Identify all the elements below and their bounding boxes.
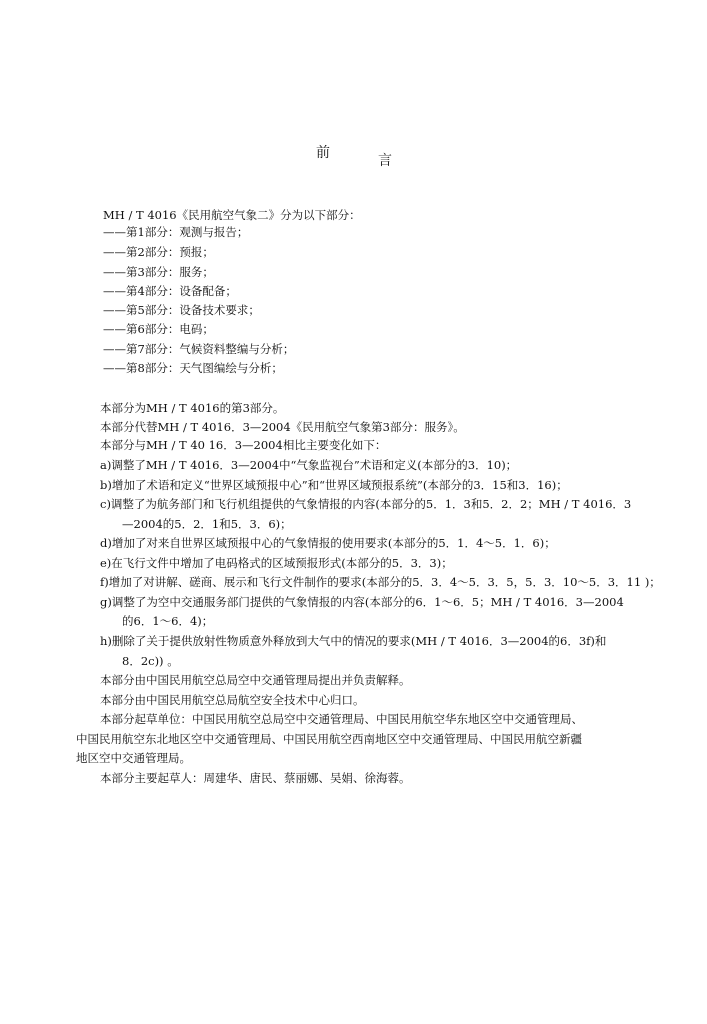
body-paragraph: 本部分由中国民用航空总局航空安全技术中心归口。	[100, 693, 365, 707]
body-paragraph: 本部分与MH / T 40 16．3—2004相比主要变化如下：	[100, 438, 387, 452]
body-paragraph: 本部分由中国民用航空总局空中交通管理局提出并负责解释。	[100, 673, 411, 687]
body-paragraph: 本部分代替MH / T 4016．3—2004《民用航空气象第3部分：服务》。	[100, 420, 465, 434]
title-char-2: 言	[378, 153, 392, 169]
body-paragraph: 本部分起草单位：中国民用航空总局空中交通管理局、中国民用航空华东地区空中交通管理局、	[100, 712, 583, 726]
change-item-cont: 的6．1～6．4)；	[122, 614, 214, 628]
part-item: ——第7部分：气候资料整编与分析；	[103, 342, 295, 356]
title-char-1: 前	[316, 145, 330, 161]
part-item: ——第6部分：电码；	[103, 322, 214, 336]
part-item: ——第2部分：预报；	[103, 245, 214, 259]
part-item: ——第1部分：观测与报告；	[103, 225, 249, 239]
body-paragraph: 本部分为MH / T 4016的第3部分。	[100, 401, 285, 415]
body-paragraph: 本部分主要起草人：周建华、唐民、蔡丽娜、吴娟、徐海蓉。	[100, 771, 411, 785]
part-item: ——第4部分：设备配备；	[103, 284, 237, 298]
part-item: ——第5部分：设备技术要求；	[103, 303, 260, 317]
change-item: f)增加了对讲解、磋商、展示和飞行文件制作的要求(本部分的5．3．4～5．3．5，5．3．10～5．3．11 )；	[100, 575, 661, 589]
part-item: ——第3部分：服务；	[103, 265, 214, 279]
change-item: g)调整了为空中交通服务部门提供的气象情报的内容(本部分的6．1～6．5；MH / T 4016．3—2004	[100, 595, 624, 609]
change-item: c)调整了为航务部门和飞行机组提供的气象情报的内容(本部分的5．1．3和5．2．2；MH / T 4016．3	[100, 497, 632, 511]
change-item: b)增加了术语和定义“世界区域预报中心”和“世界区域预报系统”(本部分的3．15和3．16)；	[100, 478, 568, 492]
change-item: a)调整了MH / T 4016．3—2004中“气象监视台”术语和定义(本部分的3．10)；	[100, 458, 518, 472]
body-paragraph-cont: 地区空中交通管理局。	[76, 751, 191, 765]
change-item: h)删除了关于提供放射性物质意外释放到大气中的情况的要求(MH / T 4016．3—2004的6．3f)和	[100, 634, 607, 648]
change-item: d)增加了对来自世界区域预报中心的气象情报的使用要求(本部分的5．1．4～5．1．6)；	[100, 536, 556, 550]
part-item: ——第8部分：天气图编绘与分析；	[103, 361, 283, 375]
body-paragraph-cont: 中国民用航空东北地区空中交通管理局、中国民用航空西南地区空中交通管理局、中国民用航空新疆	[76, 732, 582, 746]
change-item: e)在飞行文件中增加了电码格式的区域预报形式(本部分的5．3．3)；	[100, 556, 453, 570]
change-item-cont: —2004的5．2．1和5．3．6)；	[122, 517, 292, 531]
change-item-cont: 8．2c)) 。	[122, 654, 179, 668]
parts-intro: MH / T 4016《民用航空气象二》分为以下部分：	[103, 208, 361, 222]
